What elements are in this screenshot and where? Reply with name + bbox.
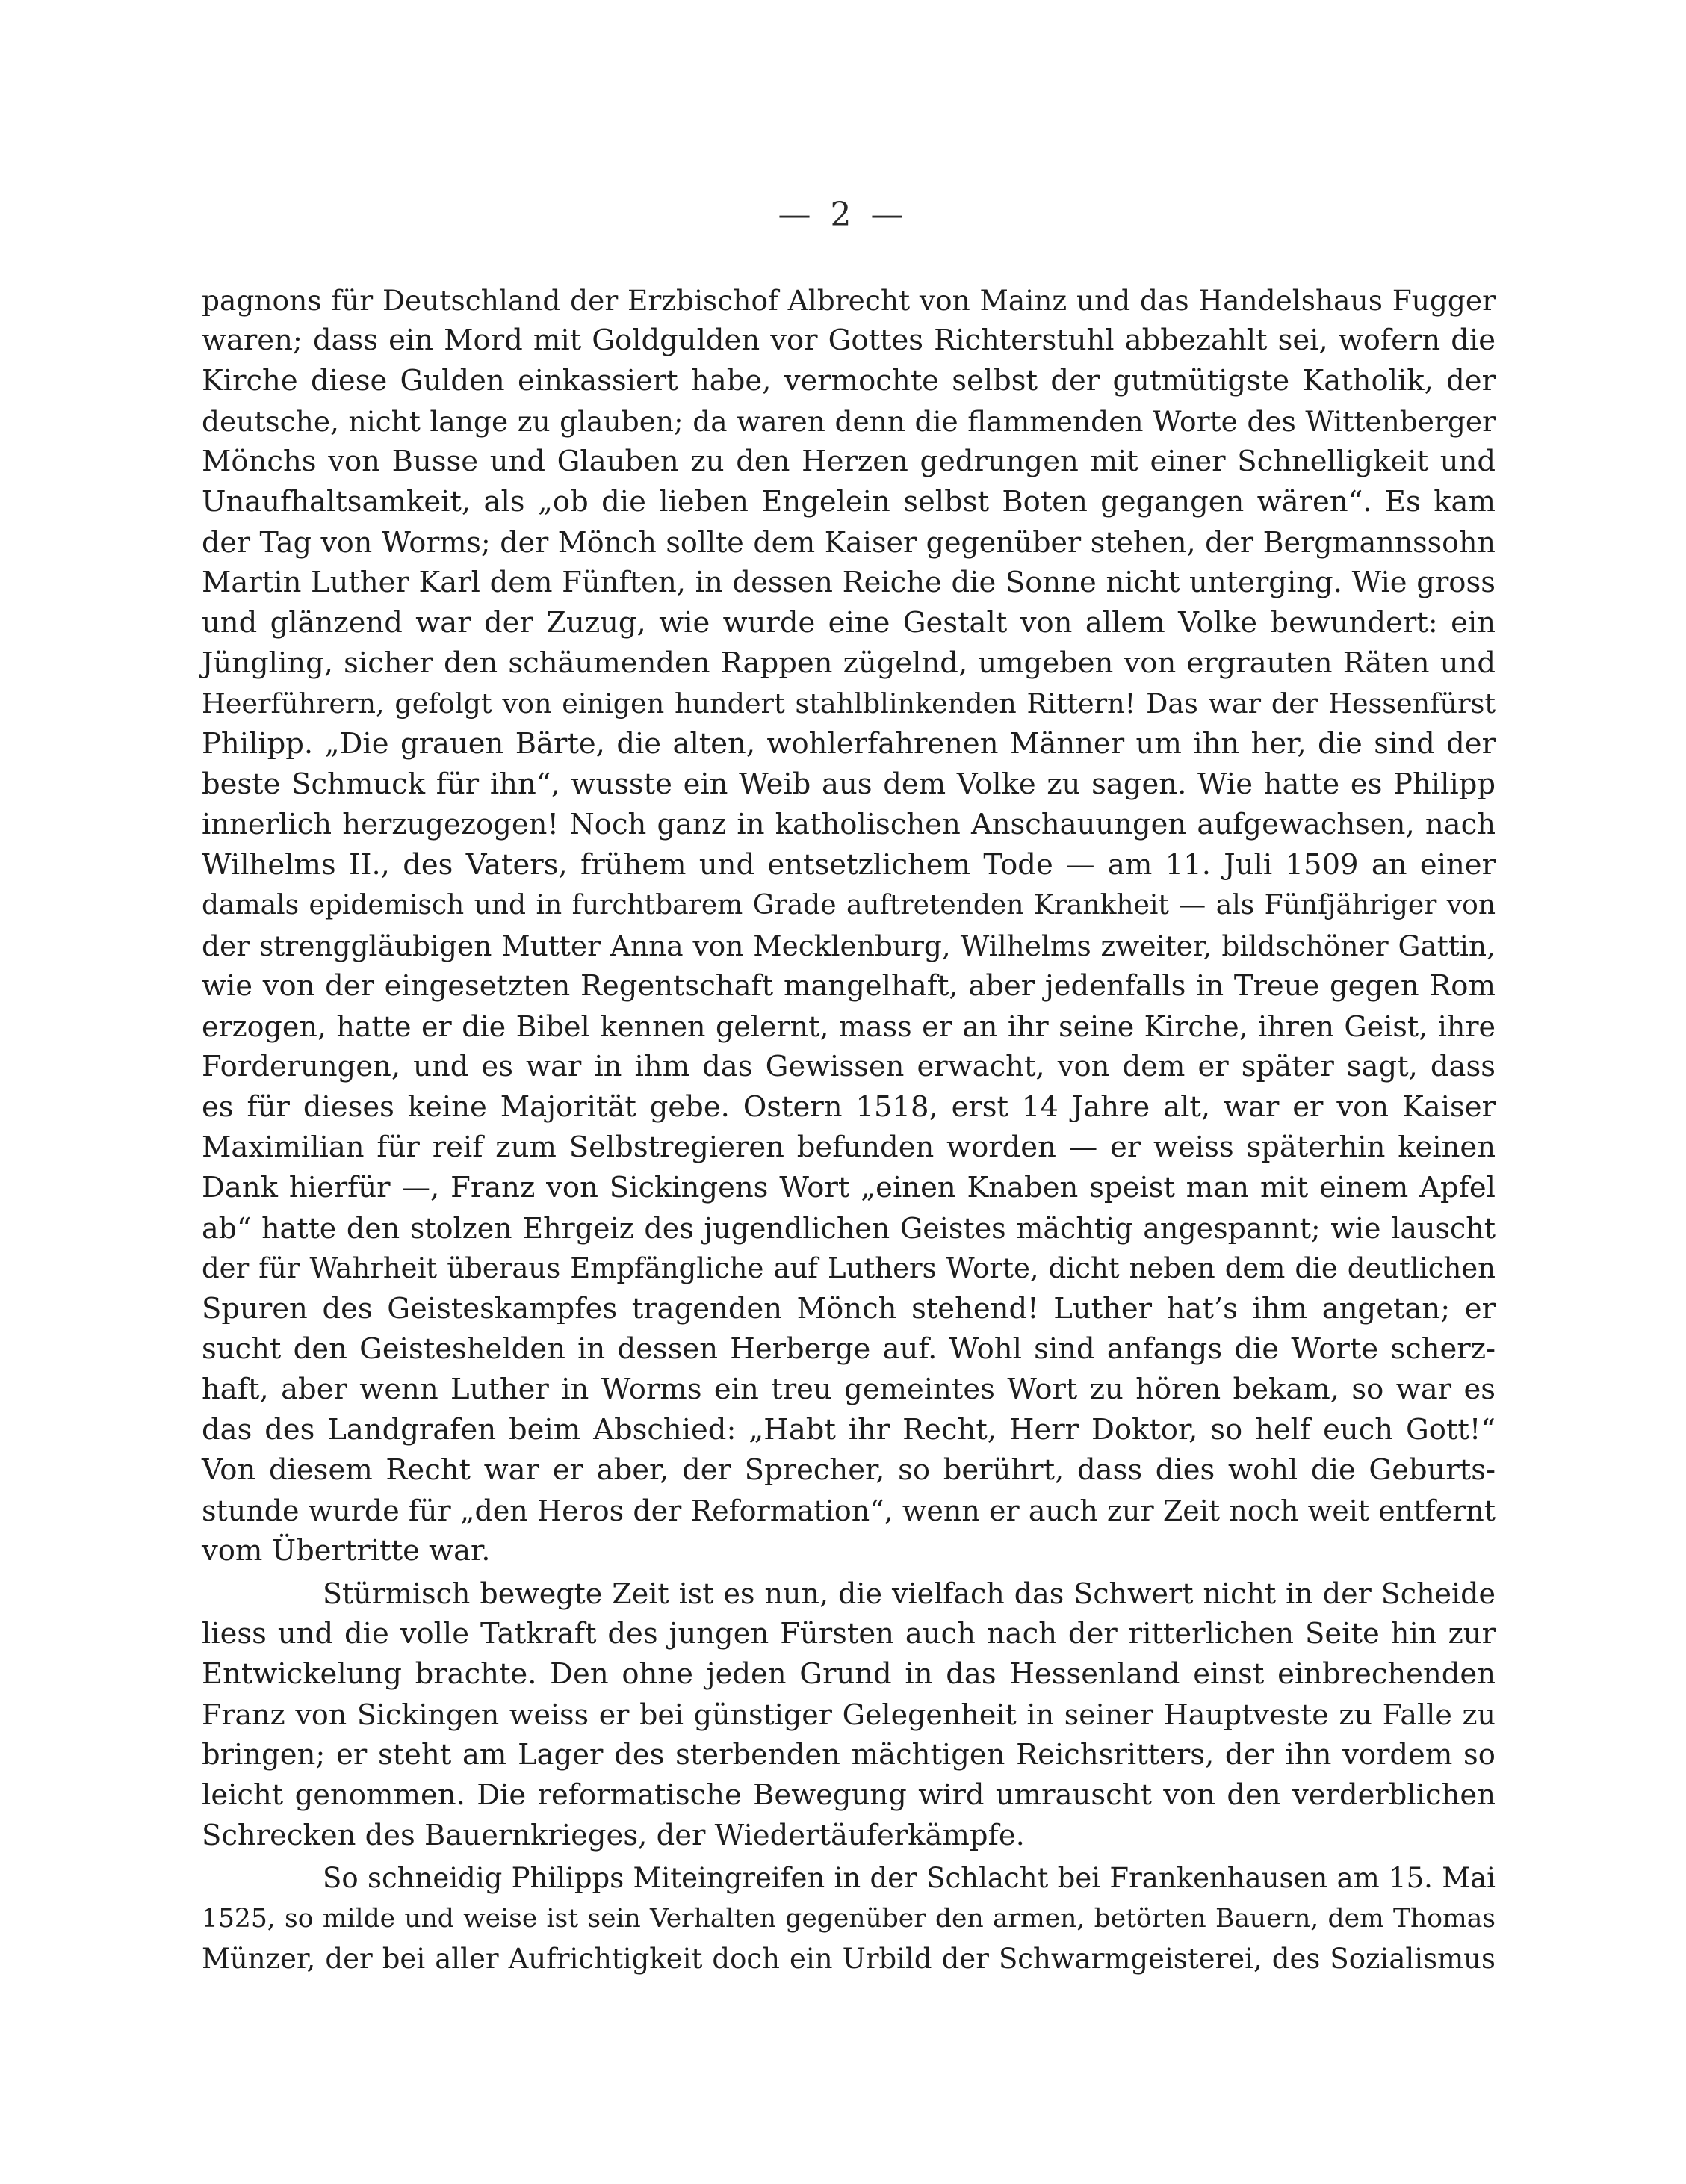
text-line: So schneidig Philipps Miteingreifen in der Schlacht bei Frankenhausen am 15. Mai bbox=[323, 1862, 1496, 1894]
text-line: erzogen, hatte er die Bibel kennen gelernt, mass er an ihr seine Kirche, ihren Geist, ihre bbox=[202, 1010, 1496, 1043]
text-line: der strenggläubigen Mutter Anna von Mecklenburg, Wilhelms zweiter, bildschöner Gattin, bbox=[202, 929, 1496, 962]
text-line: Spuren des Geisteskampfes tragenden Mönch stehend! Luther hat’s ihm angetan; er bbox=[202, 1292, 1496, 1325]
text-line: Mönchs von Busse und Glauben zu den Herzen gedrungen mit einer Schnelligkeit und bbox=[202, 445, 1496, 478]
text-line: Dank hierfür —, Franz von Sickingens Wort „einen Knaben speist man mit einem Apfel bbox=[202, 1171, 1496, 1204]
text-line: es für dieses keine Majorität gebe. Ostern 1518, erst 14 Jahre alt, war er von Kaiser bbox=[202, 1090, 1496, 1124]
text-line: Jüngling, sicher den schäumenden Rappen zügelnd, umgeben von ergrauten Räten und bbox=[202, 646, 1496, 680]
text-line: und glänzend war der Zuzug, wie wurde eine Gestalt von allem Volke bewundert: ein bbox=[202, 606, 1496, 640]
text-line: waren; dass ein Mord mit Goldgulden vor Gottes Richterstuhl abbezahlt sei, wofern die bbox=[202, 324, 1496, 357]
text-line: Franz von Sickingen weiss er bei günstiger Gelegenheit in seiner Hauptveste zu Falle zu bbox=[202, 1698, 1496, 1731]
text-line: sucht den Geisteshelden in dessen Herberge auf. Wohl sind anfangs die Worte scherz- bbox=[202, 1332, 1496, 1366]
text-line: Unaufhaltsamkeit, als „ob die lieben Engelein selbst Boten gegangen wären“. Es kam bbox=[202, 485, 1496, 519]
text-line: leicht genommen. Die reformatische Bewegung wird umrauscht von den verderblichen bbox=[202, 1778, 1496, 1812]
text-line: Kirche diese Gulden einkassiert habe, vermochte selbst der gutmütigste Katholik, der bbox=[202, 364, 1496, 397]
text-line: Maximilian für reif zum Selbstregieren befunden worden — er weiss späterhin keinen bbox=[202, 1130, 1496, 1164]
text-line: Martin Luther Karl dem Fünften, in dessen Reiche die Sonne nicht unterging. Wie gross bbox=[202, 566, 1496, 599]
text-line: Von diesem Recht war er aber, der Sprecher, so berührt, dass dies wohl die Geburts- bbox=[202, 1453, 1496, 1487]
text-line: wie von der eingesetzten Regentschaft mangelhaft, aber jedenfalls in Treue gegen Rom bbox=[202, 969, 1496, 1003]
text-line: Schrecken des Bauernkrieges, der Wiedertäuferkämpfe. bbox=[202, 1819, 1025, 1852]
text-line: 1525, so milde und weise ist sein Verhalten gegenüber den armen, betörten Bauern, dem Thomas bbox=[202, 1904, 1496, 1934]
text-line: beste Schmuck für ihn“, wusste ein Weib aus dem Volke zu sagen. Wie hatte es Philipp bbox=[202, 767, 1496, 801]
text-line: haft, aber wenn Luther in Worms ein treu gemeintes Wort zu hören bekam, so war es bbox=[202, 1373, 1496, 1406]
text-line: innerlich herzugezogen! Noch ganz in katholischen Anschauungen aufgewachsen, nach bbox=[202, 808, 1496, 841]
text-line: Entwickelung brachte. Den ohne jeden Grund in das Hessenland einst einbrechenden bbox=[202, 1657, 1496, 1691]
text-line: ab“ hatte den stolzen Ehrgeiz des jugendlichen Geistes mächtig angespannt; wie lauscht bbox=[202, 1212, 1496, 1245]
text-line: der Tag von Worms; der Mönch sollte dem Kaiser gegenüber stehen, der Bergmannssohn bbox=[202, 526, 1496, 559]
text-line: Forderungen, und es war in ihm das Gewissen erwacht, von dem er später sagt, dass bbox=[202, 1050, 1496, 1083]
text-line: Stürmisch bewegte Zeit ist es nun, die vielfach das Schwert nicht in der Scheide bbox=[323, 1577, 1496, 1610]
text-line: vom Übertritte war. bbox=[202, 1534, 491, 1568]
page-number: — 2 — bbox=[778, 196, 908, 234]
text-line: stunde wurde für „den Heros der Reformation“, wenn er auch zur Zeit noch weit entfernt bbox=[202, 1494, 1496, 1527]
text-line: Heerführern, gefolgt von einigen hundert stahlblinkenden Rittern! Das war der Hessenfürst bbox=[202, 687, 1496, 720]
text-line: bringen; er steht am Lager des sterbenden mächtigen Reichsritters, der ihn vordem so bbox=[202, 1738, 1496, 1772]
text-line: Wilhelms II., des Vaters, frühem und entsetzlichem Tode — am 11. Juli 1509 an einer bbox=[202, 848, 1496, 882]
text-line: liess und die volle Tatkraft des jungen Fürsten auch nach der ritterlichen Seite hin zur bbox=[202, 1617, 1496, 1651]
text-line: Philipp. „Die grauen Bärte, die alten, wohlerfahrenen Männer um ihn her, die sind der bbox=[202, 727, 1496, 761]
text-line: Münzer, der bei aller Aufrichtigkeit doch ein Urbild der Schwarmgeisterei, des Sozialismus bbox=[202, 1943, 1496, 1975]
text-line: deutsche, nicht lange zu glauben; da waren denn die flammenden Worte des Wittenberger bbox=[202, 405, 1496, 438]
text-line: das des Landgrafen beim Abschied: „Habt ihr Recht, Herr Doktor, so helf euch Gott!“ bbox=[202, 1413, 1496, 1447]
text-line: der für Wahrheit überaus Empfängliche auf Luthers Worte, dicht neben dem die deutlichen bbox=[202, 1252, 1496, 1284]
text-line: damals epidemisch und in furchtbarem Grade auftretenden Krankheit — als Fünfjähriger von bbox=[202, 890, 1496, 921]
text-line: pagnons für Deutschland der Erzbischof Albrecht von Mainz und das Handelshaus Fugger bbox=[202, 284, 1496, 317]
